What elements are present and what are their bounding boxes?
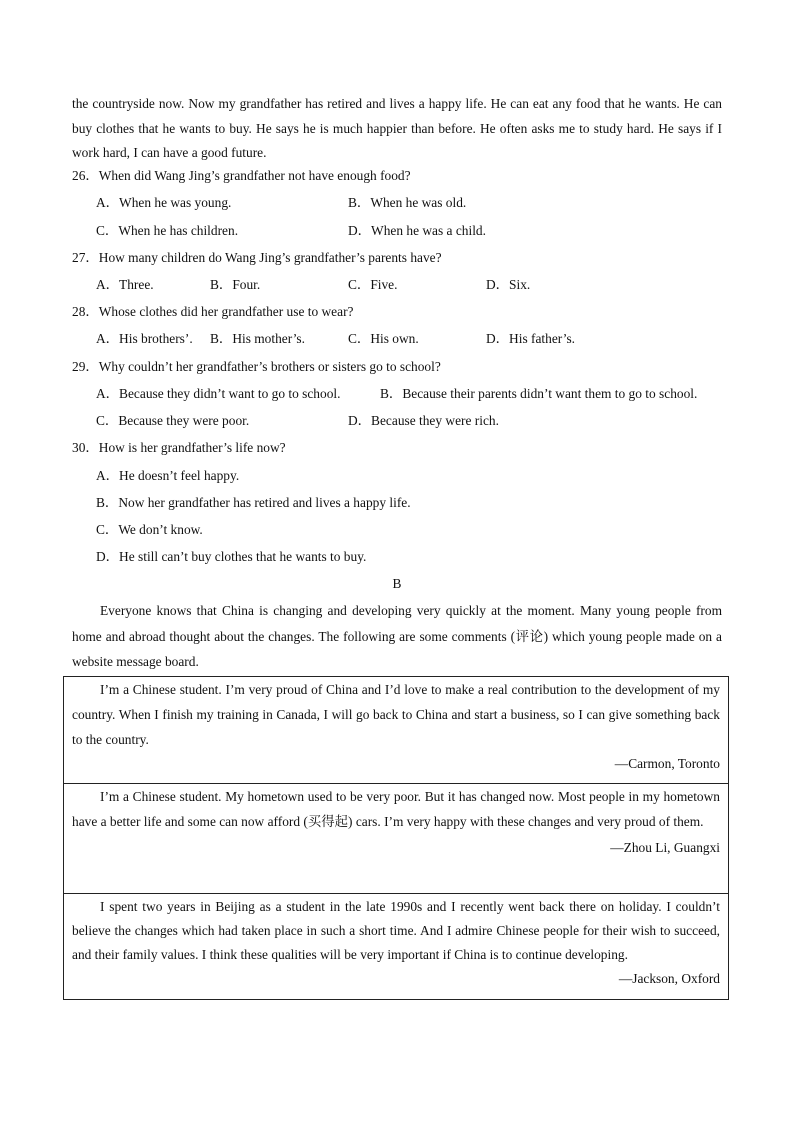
option-27-c[interactable]: C．Five.: [348, 277, 398, 292]
section-b-intro: Everyone knows that China is changing and developing very quickly at the moment. Many young people from home and abroad thought about the changes. The following are some comments (评论) which young people made on a website message board.: [72, 603, 722, 669]
option-30-b[interactable]: B．Now her grandfather has retired and lives a happy life.: [96, 495, 411, 510]
question-text: When did Wang Jing’s grandfather not have enough food?: [98, 168, 411, 183]
option-29-d[interactable]: D．Because they were rich.: [348, 413, 499, 428]
question-number: 29．: [72, 359, 99, 374]
question-text: How is her grandfather’s life now?: [98, 440, 286, 455]
option-30-d[interactable]: D．He still can’t buy clothes that he wants to buy.: [96, 549, 367, 564]
comment-zhou-li: [64, 784, 728, 894]
comment-jackson: [64, 894, 728, 999]
option-28-c[interactable]: C．His own.: [348, 331, 419, 346]
passage-a-ending: the countryside now. Now my grandfather has retired and lives a happy life. He can eat any food that he wants. He can buy clothes that he wants to buy. He says he is much happier than before. He often asks me to study hard. He says if I work hard, I can have a good future.: [72, 96, 722, 160]
question-number: 28．: [72, 304, 99, 319]
option-26-c[interactable]: C．When he has children.: [96, 223, 239, 238]
option-28-a[interactable]: A．His brothers’.: [96, 331, 193, 346]
option-27-b[interactable]: B．Four.: [210, 277, 261, 292]
option-26-d[interactable]: D．When he was a child.: [348, 223, 486, 238]
comments-table: [63, 676, 729, 1000]
option-29-a[interactable]: A．Because they didn’t want to go to school.: [96, 386, 341, 401]
comment-author: —Zhou Li, Guangxi: [610, 839, 720, 855]
option-30-c[interactable]: C．We don’t know.: [96, 522, 203, 537]
option-29-b[interactable]: B．Because their parents didn’t want them to go to school.: [380, 386, 698, 401]
comment-author: —Carmon, Toronto: [614, 756, 720, 772]
option-28-d[interactable]: D．His father’s.: [486, 331, 576, 346]
question-number: 30．: [72, 440, 99, 455]
question-number: 27．: [72, 250, 99, 265]
question-27: [72, 248, 442, 268]
question-number: 26．: [72, 168, 99, 183]
option-28-b[interactable]: B．His mother’s.: [210, 331, 305, 346]
option-26-a[interactable]: A．When he was young.: [96, 195, 232, 210]
comment-text: I’m a Chinese student. My hometown used to be very poor. But it has changed now. Most people in my hometown have a better life and some can now afford (买得起) cars. I’m very happy with these changes and very proud of them.: [72, 789, 720, 829]
question-text: Whose clothes did her grandfather use to wear?: [98, 304, 354, 319]
question-text: How many children do Wang Jing’s grandfather’s parents have?: [98, 250, 442, 265]
comment-author: —Jackson, Oxford: [618, 971, 720, 986]
question-30: [72, 438, 286, 458]
question-26: [72, 166, 411, 186]
question-28: [72, 302, 353, 322]
option-29-c[interactable]: C．Because they were poor.: [96, 413, 250, 428]
comment-text: I’m a Chinese student. I’m very proud of China and I’d love to make a real contribution to the development of my country. When I finish my training in Canada, I will go back to China and start a business, so I can give something back to the country.: [72, 682, 720, 747]
comment-text: I spent two years in Beijing as a student in the late 1990s and I recently went back there on holiday. I couldn’t believe the changes which had taken place in such a short time. And I admire Chinese people for their wish to succeed, and their family values. I think these qualities will be very important if China is to continue developing.: [72, 899, 720, 962]
question-text: Why couldn’t her grandfather’s brothers or sisters go to school?: [98, 359, 441, 374]
section-b-label: B: [392, 576, 402, 591]
option-30-a[interactable]: A．He doesn’t feel happy.: [96, 468, 240, 483]
option-26-b[interactable]: B．When he was old.: [348, 195, 467, 210]
option-27-a[interactable]: A．Three.: [96, 277, 154, 292]
question-29: [72, 357, 441, 377]
option-27-d[interactable]: D．Six.: [486, 277, 531, 292]
comment-carmon: [64, 677, 728, 784]
